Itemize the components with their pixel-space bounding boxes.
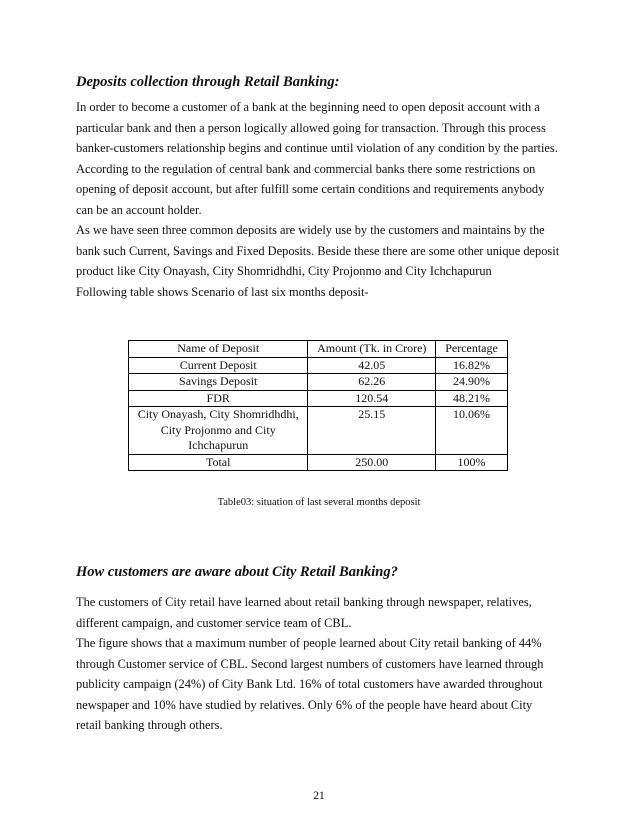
table-cell: 62.26 (308, 374, 436, 391)
section-heading-deposits: Deposits collection through Retail Banking: (76, 74, 340, 90)
table-header-row (129, 341, 508, 358)
text-line: particular bank and then a person logically allowed going for transaction. Through this process (76, 120, 546, 135)
text-line: Following table shows Scenario of last six months deposit- (76, 284, 369, 299)
table-cell: FDR (129, 390, 308, 407)
text-line: can be an account holder. (76, 202, 202, 217)
text-line: newspaper and 10% have studied by relatives. Only 6% of the people have heard about City (76, 697, 533, 712)
table-cell: 100% (436, 454, 508, 471)
text-line: different campaign, and customer service team of CBL. (76, 615, 352, 630)
table-cell: Current Deposit (129, 357, 308, 374)
table-cell: 48.21% (436, 390, 508, 407)
table-cell: 120.54 (308, 390, 436, 407)
section-heading-awareness: How customers are aware about City Retail Banking? (76, 564, 398, 580)
text-line: In order to become a customer of a bank at the beginning need to open deposit account with a (76, 100, 540, 114)
table-caption: Table03: situation of last several months deposit (217, 497, 421, 508)
table-header-cell: Percentage (436, 341, 508, 358)
text-line: retail banking through others. (76, 718, 223, 732)
text-line: The customers of City retail have learned about retail banking through newspaper, relatives, (76, 595, 532, 609)
text-line: The figure shows that a maximum number of people learned about City retail banking of 44% (76, 636, 542, 650)
text-line: opening of deposit account, but after fulfill some certain conditions and requirements anybody (76, 182, 545, 196)
page-number: 21 (313, 790, 325, 802)
text-line: product like City Onayash, City Shomridhdhi, City Projonmo and City Ichchapurun (76, 264, 492, 278)
table-header-cell: Name of Deposit (129, 341, 308, 358)
table-cell: 16.82% (436, 357, 508, 374)
table-row (129, 374, 508, 391)
text-line: through Customer service of CBL. Second largest numbers of customers have learned through (76, 656, 544, 671)
table-total-row (129, 454, 508, 471)
text-line: According to the regulation of central bank and commercial banks there some restrictions on (76, 161, 536, 176)
text-line: bank such Current, Savings and Fixed Deposits. Beside these there are some other unique deposit (76, 243, 560, 258)
table-row (129, 357, 508, 374)
text-line: As we have seen three common deposits are widely use by the customers and maintains by the (76, 223, 545, 237)
table-cell: 24.90% (436, 374, 508, 391)
deposit-table (128, 340, 508, 471)
table-row (129, 407, 508, 455)
table-cell: 250.00 (308, 454, 436, 471)
table-cell: 42.05 (308, 357, 436, 374)
table-row (129, 390, 508, 407)
text-line: banker-customers relationship begins and continue until violation of any condition by the parties. (76, 141, 558, 155)
table-cell: Savings Deposit (129, 374, 308, 391)
deposits-paragraph (76, 97, 564, 302)
table-cell: 25.15 (308, 407, 436, 455)
table-header-cell: Amount (Tk. in Crore) (308, 341, 436, 358)
table-cell: City Onayash, City Shomridhdhi, City Projonmo and City Ichchapurun (129, 407, 308, 455)
awareness-paragraph (76, 592, 564, 736)
table-cell: Total (129, 454, 308, 471)
table-cell: 10.06% (436, 407, 508, 455)
text-line: publicity campaign (24%) of City Bank Ltd. 16% of total customers have awarded throughout (76, 677, 543, 691)
